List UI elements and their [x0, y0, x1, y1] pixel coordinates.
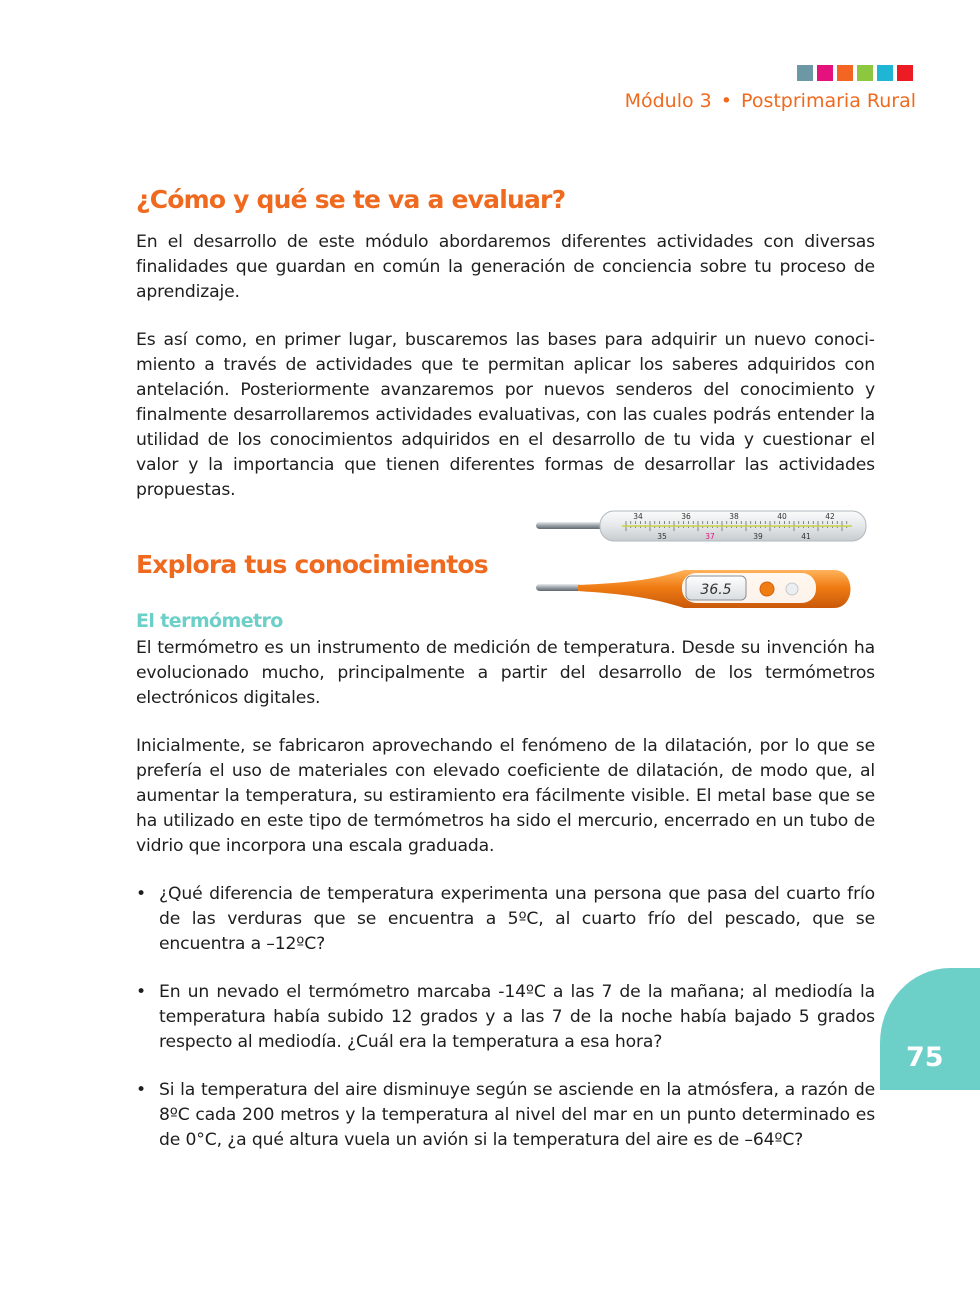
paragraph: En el desarrollo de este módulo abordaremos diferentes actividades con diversas finalidades que guardan en común la generación de conciencia sobre tu proceso de aprendizaje.: [136, 232, 875, 302]
section-title-evaluation: ¿Cómo y qué se te va a evaluar?: [136, 185, 566, 214]
mode-button-icon: [786, 583, 798, 595]
scale-label-34: 34: [633, 512, 643, 521]
scale-label-39: 39: [753, 532, 763, 541]
header-color-squares: [797, 65, 913, 81]
program-label: Postprimaria Rural: [741, 90, 916, 112]
scale-label-38: 38: [729, 512, 739, 521]
power-button-icon: [760, 582, 774, 596]
question-text: ¿Qué diferencia de temperatura experimenta una persona que pasa del cuarto frío de las verduras que se encuentra a 5ºC, al cuarto frío del pescado, que se encuentra a –12ºC?: [159, 884, 875, 954]
color-square: [857, 65, 873, 81]
bullet-icon: •: [136, 884, 146, 904]
scale-label-41: 41: [801, 532, 811, 541]
scale-label-35: 35: [657, 532, 667, 541]
paragraph: El termómetro es un instrumento de medición de temperatura. Desde su invención ha evolucionado mucho, principalmente a partir del desarrollo de los termómetros electrónicos digitales.: [136, 638, 875, 708]
color-square: [797, 65, 813, 81]
list-item: [136, 980, 875, 1055]
scale-label-40: 40: [777, 512, 787, 521]
module-label: Módulo 3: [624, 90, 712, 112]
list-item: [136, 882, 875, 957]
question-text: En un nevado el termómetro marcaba -14ºC a las 7 de la mañana; al mediodía la temperatura había subido 12 grados y a las 7 de la noche había bajado 5 grados respecto al mediodía. ¿Cuál era la temperatura a esa hora?: [159, 982, 875, 1052]
page-number: 75: [906, 1042, 944, 1073]
color-square: [897, 65, 913, 81]
scale-label-37: 37: [705, 532, 715, 541]
header-separator: •: [720, 90, 732, 112]
bullet-icon: •: [136, 1080, 146, 1100]
scale-label-42: 42: [825, 512, 835, 521]
bullet-icon: •: [136, 982, 146, 1002]
color-square: [877, 65, 893, 81]
paragraph: Inicialmente, se fabricaron aprovechando el fenómeno de la dilatación, por lo que se prefería el uso de materiales con elevado coeficiente de dilatación, de modo que, al aumentar la temperatura, su estiramiento era fácilmente visible. El metal base que se ha utilizado en este tipo de termómetros ha sido el mercurio, encerrado en un tubo de vidrio que incorpora una escala graduada.: [136, 736, 875, 856]
list-item: [136, 1078, 875, 1153]
display-reading: 36.5: [700, 582, 732, 598]
digital-thermometer-illustration: [534, 564, 859, 614]
color-square: [817, 65, 833, 81]
running-header: [625, 90, 916, 112]
section-title-explore: Explora tus conocimientos: [136, 550, 488, 579]
mercury-bulb-stem: [536, 522, 604, 529]
paragraph: Es así como, en primer lugar, buscaremos las bases para adquirir un nuevo conocimiento a través de actividades que te permitan aplicar los saberes adquiridos con antelación. Posteriormente avanzaremos por nuevos senderos del conocimiento y finalmente desarrollaremos actividades evaluativas, con las cuales podrás entender la utilidad de los conocimientos adquiridos en el desarrollo de tu vida y cuestionar el valor y la importancia que tienen diferentes formas de desarrollar las actividades propuestas.: [136, 330, 875, 500]
question-text: Si la temperatura del aire disminuye según se asciende en la atmósfera, a razón de 8ºC cada 200 metros y la temperatura al nivel del mar en un punto determinado es de 0°C, ¿a qué altura vuela un avión si la temperatura del aire es de –64ºC?: [159, 1080, 875, 1150]
probe-tip: [536, 584, 582, 591]
color-square: [837, 65, 853, 81]
glass-thermometer-illustration: [534, 506, 869, 546]
scale-label-36: 36: [681, 512, 691, 521]
question-list: [136, 882, 875, 1153]
subsection-title-thermometer: El termómetro: [136, 610, 283, 632]
